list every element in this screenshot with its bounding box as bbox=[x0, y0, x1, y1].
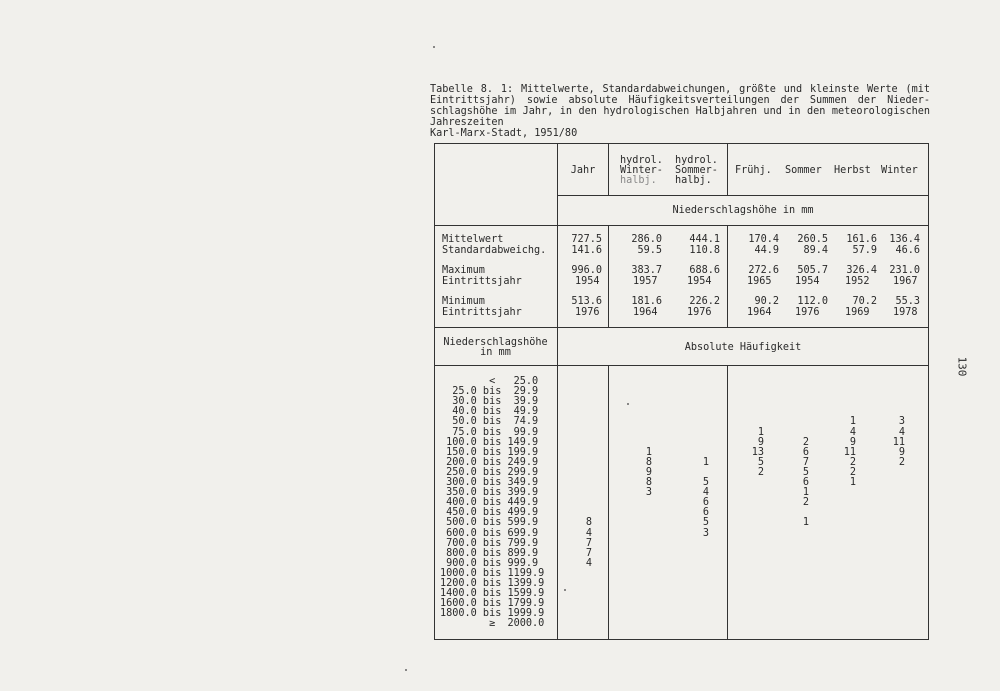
frequency-value: 1 bbox=[757, 426, 764, 438]
stat-value: 1976 bbox=[575, 307, 600, 318]
class-interval: < 25.0 bbox=[440, 376, 539, 387]
frequency-value: 9 bbox=[757, 436, 764, 448]
col-header-season: Sommer bbox=[785, 165, 822, 176]
stat-value: 383.7 bbox=[631, 265, 662, 276]
stat-value: 112.0 bbox=[797, 296, 828, 307]
class-interval: 500.0 bis 599.9 bbox=[440, 517, 539, 529]
caption-line: Karl-Marx-Stadt, 1951/80 bbox=[430, 128, 578, 139]
class-interval: 50.0 bis 74.9 bbox=[440, 416, 539, 428]
frequency-value: 7 bbox=[585, 537, 592, 549]
col-header-winter-line: hydrol. bbox=[620, 155, 663, 166]
stat-label: Eintrittsjahr bbox=[442, 276, 522, 287]
stat-value: 688.6 bbox=[689, 265, 720, 276]
stat-value: 1954 bbox=[575, 276, 600, 287]
frequency-value: 4 bbox=[849, 426, 856, 438]
class-interval: 200.0 bis 249.9 bbox=[440, 456, 539, 468]
page-number: 130 bbox=[955, 356, 969, 377]
frequency-value: 2 bbox=[757, 466, 764, 478]
stat-value: 444.1 bbox=[689, 234, 720, 245]
freq-title: Absolute Häufigkeit bbox=[684, 342, 802, 353]
stat-value: 161.6 bbox=[846, 234, 877, 245]
frequency-value: 11 bbox=[892, 436, 905, 448]
stat-value: 181.6 bbox=[631, 296, 662, 307]
frequency-value: 4 bbox=[585, 527, 592, 539]
frequency-value: 2 bbox=[898, 456, 905, 468]
class-interval: 350.0 bis 399.9 bbox=[440, 487, 539, 499]
stat-value: 57.9 bbox=[852, 245, 877, 256]
stat-value: 46.6 bbox=[895, 245, 920, 256]
rule-jahr bbox=[608, 143, 609, 195]
stat-value: 1969 bbox=[845, 307, 870, 318]
freq-label-line: Niederschlagshöhe bbox=[443, 337, 548, 348]
rule-stats bbox=[434, 327, 929, 328]
frequency-value: 1 bbox=[802, 517, 809, 529]
col-header-jahr: Jahr bbox=[570, 165, 596, 176]
class-interval: 1800.0 bis 1999.9 bbox=[440, 608, 545, 620]
frequency-value: 3 bbox=[898, 416, 905, 428]
frequency-value: 6 bbox=[802, 446, 809, 458]
class-interval: 800.0 bis 899.9 bbox=[440, 547, 539, 559]
class-interval: 25.0 bis 29.9 bbox=[440, 386, 539, 398]
stat-value: 44.9 bbox=[754, 245, 779, 256]
frequency-value: 6 bbox=[702, 507, 709, 519]
stat-value: 1976 bbox=[687, 307, 712, 318]
class-interval: 1000.0 bis 1199.9 bbox=[440, 567, 545, 579]
frequency-value: 8 bbox=[645, 456, 652, 468]
class-interval: 30.0 bis 39.9 bbox=[440, 396, 539, 408]
frequency-value: 4 bbox=[898, 426, 905, 438]
frequency-value: 3 bbox=[645, 487, 652, 499]
rule-label-col bbox=[557, 143, 558, 640]
rule-halbjahr bbox=[727, 143, 728, 195]
frequency-value: 9 bbox=[645, 466, 652, 478]
stat-value: 70.2 bbox=[852, 296, 877, 307]
stat-value: 141.6 bbox=[571, 245, 602, 256]
frequency-value: 9 bbox=[849, 436, 856, 448]
col-header-winter-line: Winter- bbox=[620, 165, 663, 176]
scan-speck bbox=[405, 669, 407, 671]
rule-top bbox=[434, 143, 929, 144]
stat-value: 1964 bbox=[747, 307, 772, 318]
col-header-season: Frühj. bbox=[735, 165, 772, 176]
frequency-value: 6 bbox=[702, 497, 709, 509]
frequency-value: 5 bbox=[702, 517, 709, 529]
frequency-value: 8 bbox=[645, 477, 652, 488]
frequency-value: 2 bbox=[802, 436, 809, 448]
class-interval: 900.0 bis 999.9 bbox=[440, 557, 539, 569]
class-interval: 40.0 bis 49.9 bbox=[440, 406, 539, 418]
stat-value: 59.5 bbox=[637, 245, 662, 256]
freq-label-line: in mm bbox=[480, 347, 511, 358]
stat-value: 513.6 bbox=[571, 296, 602, 307]
stat-value: 1952 bbox=[845, 276, 870, 287]
class-interval: 300.0 bis 349.9 bbox=[440, 477, 539, 488]
stat-value: 286.0 bbox=[631, 234, 662, 245]
frequency-value: 2 bbox=[849, 466, 856, 478]
frequency-value: 1 bbox=[849, 477, 856, 488]
scan-speck bbox=[433, 46, 435, 48]
scan-speck bbox=[627, 403, 629, 405]
stat-value: 260.5 bbox=[797, 234, 828, 245]
stat-value: 1976 bbox=[795, 307, 820, 318]
stat-value: 1965 bbox=[747, 276, 772, 287]
frequency-value: 9 bbox=[898, 446, 905, 458]
rule-header bbox=[557, 195, 929, 196]
class-interval: ≥ 2000.0 bbox=[440, 618, 545, 630]
stat-label: Standardabweichg. bbox=[442, 245, 547, 256]
class-interval: 75.0 bis 99.9 bbox=[440, 426, 539, 438]
col-header-sommer-line: Sommer- bbox=[675, 165, 718, 176]
stat-label: Maximum bbox=[442, 265, 485, 276]
stat-value: 1954 bbox=[795, 276, 820, 287]
col-header-season: Herbst bbox=[834, 165, 871, 176]
unit-label: Niederschlagshöhe in mm bbox=[672, 205, 814, 216]
caption-line: schlagshöhe im Jahr, in den hydrologischen Halbjahren und in den meteorologischen bbox=[430, 106, 930, 117]
stat-value: 55.3 bbox=[895, 296, 920, 307]
rule-right bbox=[928, 143, 929, 640]
frequency-value: 13 bbox=[751, 446, 764, 458]
rule-jahr bbox=[608, 365, 609, 640]
stat-value: 1957 bbox=[633, 276, 658, 287]
frequency-value: 8 bbox=[585, 517, 592, 529]
stat-label: Mittelwert bbox=[442, 234, 504, 245]
caption-line: Tabelle 8. 1: Mittelwerte, Standardabweichungen, größte und kleinste Werte (mit bbox=[430, 84, 930, 95]
stat-value: 727.5 bbox=[571, 234, 602, 245]
class-interval: 1600.0 bis 1799.9 bbox=[440, 598, 545, 610]
data-table bbox=[434, 143, 929, 640]
class-interval: 1400.0 bis 1599.9 bbox=[440, 588, 545, 600]
class-interval: 100.0 bis 149.9 bbox=[440, 436, 539, 448]
frequency-value: 5 bbox=[757, 456, 764, 468]
stat-value: 90.2 bbox=[754, 296, 779, 307]
rule-bottom bbox=[434, 639, 929, 640]
class-interval: 450.0 bis 499.9 bbox=[440, 507, 539, 519]
frequency-value: 6 bbox=[802, 477, 809, 488]
frequency-value: 4 bbox=[702, 487, 709, 499]
rule-freq-header bbox=[434, 365, 929, 366]
frequency-value: 5 bbox=[702, 477, 709, 488]
stat-value: 1978 bbox=[893, 307, 918, 318]
frequency-value: 7 bbox=[802, 456, 809, 468]
frequency-value: 11 bbox=[843, 446, 856, 458]
rule-left bbox=[434, 143, 435, 640]
stat-value: 272.6 bbox=[748, 265, 779, 276]
stat-value: 110.8 bbox=[689, 245, 720, 256]
class-interval: 250.0 bis 299.9 bbox=[440, 466, 539, 478]
col-header-sommer-line: halbj. bbox=[675, 175, 712, 186]
stat-value: 231.0 bbox=[889, 265, 920, 276]
caption-line: Jahreszeiten bbox=[430, 117, 504, 128]
class-interval: 700.0 bis 799.9 bbox=[440, 537, 539, 549]
class-interval: 150.0 bis 199.9 bbox=[440, 446, 539, 458]
frequency-value: 1 bbox=[702, 456, 709, 468]
col-header-season: Winter bbox=[881, 165, 918, 176]
frequency-value: 4 bbox=[585, 557, 592, 569]
stat-value: 226.2 bbox=[689, 296, 720, 307]
stat-value: 1954 bbox=[687, 276, 712, 287]
class-interval: 1200.0 bis 1399.9 bbox=[440, 578, 545, 589]
stat-value: 170.4 bbox=[748, 234, 779, 245]
stat-label: Minimum bbox=[442, 296, 485, 307]
stat-value: 1964 bbox=[633, 307, 658, 318]
col-header-sommer-line: hydrol. bbox=[675, 155, 718, 166]
frequency-value: 1 bbox=[645, 446, 652, 458]
stat-value: 326.4 bbox=[846, 265, 877, 276]
class-interval: 400.0 bis 449.9 bbox=[440, 497, 539, 509]
frequency-value: 2 bbox=[849, 456, 856, 468]
table-caption bbox=[430, 84, 930, 139]
stat-value: 505.7 bbox=[797, 265, 828, 276]
frequency-value: 3 bbox=[702, 527, 709, 539]
scan-speck bbox=[564, 589, 566, 591]
stat-value: 996.0 bbox=[571, 265, 602, 276]
stat-value: 89.4 bbox=[803, 245, 828, 256]
frequency-value: 2 bbox=[802, 497, 809, 509]
frequency-value: 5 bbox=[802, 466, 809, 478]
stat-value: 1967 bbox=[893, 276, 918, 287]
rule-unit bbox=[434, 225, 929, 226]
frequency-value: 7 bbox=[585, 547, 592, 559]
stat-label: Eintrittsjahr bbox=[442, 307, 522, 318]
caption-line: Eintrittsjahr) sowie absolute Häufigkeitsverteilungen der Summen der Nieder- bbox=[430, 95, 930, 106]
col-header-winter-line: halbj. bbox=[620, 175, 657, 186]
frequency-value: 1 bbox=[849, 416, 856, 428]
rule-halbjahr bbox=[727, 365, 728, 640]
stat-value: 136.4 bbox=[889, 234, 920, 245]
class-interval: 600.0 bis 699.9 bbox=[440, 527, 539, 539]
frequency-value: 1 bbox=[802, 487, 809, 499]
